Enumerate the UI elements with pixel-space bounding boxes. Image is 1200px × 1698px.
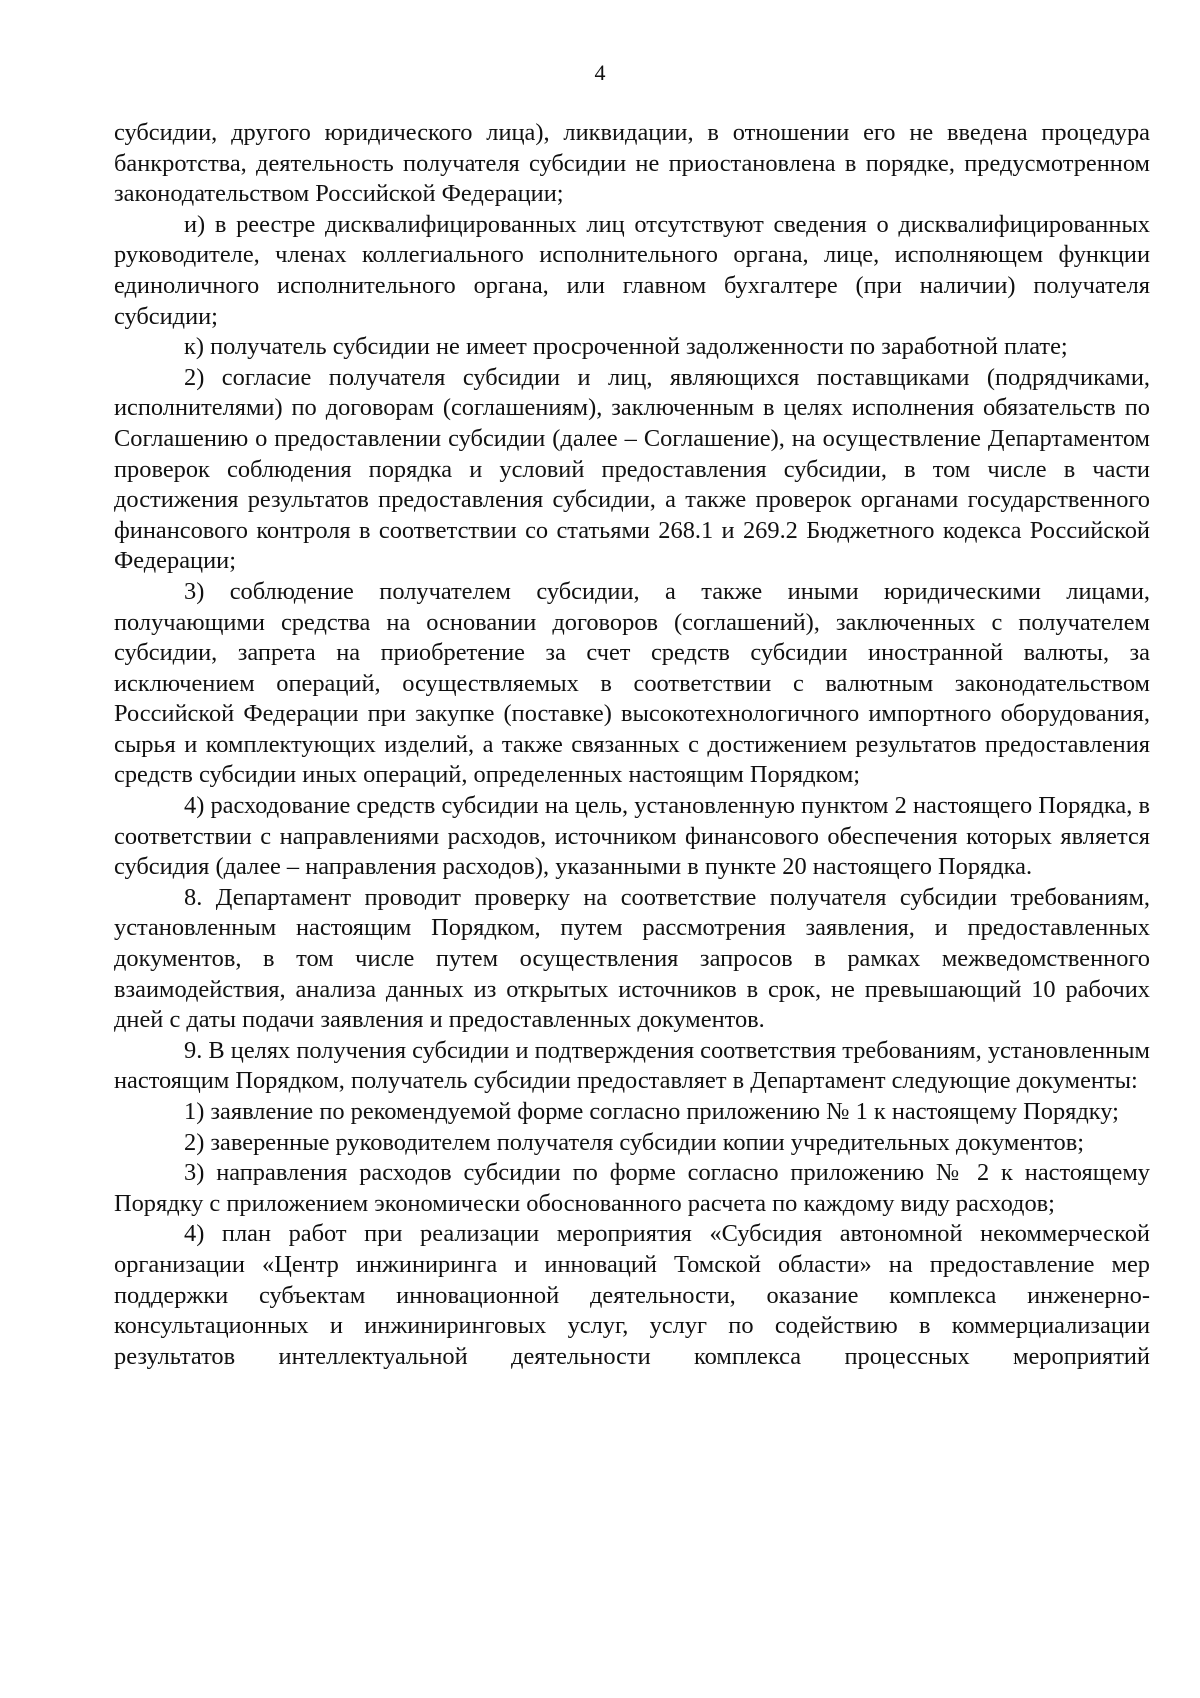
page-number: 4 (594, 60, 606, 85)
paragraph-doc-item-3: 3) направления расходов субсидии по форме согласно приложению № 2 к настоящему Порядку с приложением экономически обоснованного расчета по каждому виду расходов; (114, 1159, 1150, 1217)
paragraph-doc-item-2: 2) заверенные руководителем получателя субсидии копии учредительных документов; (184, 1128, 1085, 1156)
paragraph-section-9: 9. В целях получения субсидии и подтверждения соответствия требованиям, установленным настоящим Порядком, получатель субсидии предоставляет в Департамент следующие документы: (114, 1036, 1150, 1095)
paragraph-item-3: 3) соблюдение получателем субсидии, а также иными юридическими лицами, получающими средства на основании договоров (соглашений), заключенных с получателем субсидии, запрета на приобретение за счет средств субсидии иностранной валюты, за исключением операций, осуществляемых в соответствии с валютным законодательством Российской Федерации при закупке (поставке) высокотехнологичного импортного оборудования, сырья и комплектующих изделий, а также связанных с достижением результатов предоставления средств субсидии иных операций, определенных настоящим Порядком; (114, 577, 1150, 789)
paragraph-continuation: субсидии, другого юридического лица), ликвидации, в отношении его не введена процедура банкротства, деятельность получателя субсидии не приостановлена в порядке, предусмотренном законодательством Российской Федерации; (114, 119, 1150, 208)
paragraph-section-8: 8. Департамент проводит проверку на соответствие получателя субсидии требованиям, установленным настоящим Порядком, путем рассмотрения заявления, и предоставленных документов, в том числе путем осуществления запросов в рамках межведомственного взаимодействия, анализа данных из открытых источников в срок, не превышающий 10 рабочих дней с даты подачи заявления и предоставленных документов. (114, 883, 1150, 1034)
paragraph-doc-item-1: 1) заявление по рекомендуемой форме согласно приложению № 1 к настоящему Порядку; (184, 1098, 1119, 1125)
paragraph-item-4: 4) расходование средств субсидии на цель, установленную пунктом 2 настоящего Порядка, в соответствии с направлениями расходов, источником финансового обеспечения которых является субсидия (далее – направления расходов), указанными в пункте 20 настоящего Порядка. (114, 792, 1150, 881)
document-body (114, 118, 1150, 1372)
paragraph-item-k: к) получатель субсидии не имеет просроченной задолженности по заработной плате; (184, 333, 1068, 361)
paragraph-item-i: и) в реестре дисквалифицированных лиц отсутствуют сведения о дисквалифицированных руководителе, членах коллегиального исполнительного органа, лице, исполняющем функции единоличного исполнительного органа, или главном бухгалтере (при наличии) получателя субсидии; (114, 210, 1150, 330)
paragraph-item-2: 2) согласие получателя субсидии и лиц, являющихся поставщиками (подрядчиками, исполнителями) по договорам (соглашениям), заключенным в целях исполнения обязательств по Соглашению о предоставлении субсидии (далее – Соглашение), на осуществление Департаментом проверок соблюдения порядка и условий предоставления субсидии, в том числе в части достижения результатов предоставления субсидии, а также проверок органами государственного финансового контроля в соответствии со статьями 268.1 и 269.2 Бюджетного кодекса Российской Федерации; (114, 363, 1150, 575)
paragraph-doc-item-4: 4) план работ при реализации мероприятия «Субсидия автономной некоммерческой организации «Центр инжиниринга и инноваций Томской области» на предоставление мер поддержки субъектам инновационной деятельности, оказание комплекса инженерно-консультационных и инжиниринговых услуг, услуг по содействию в коммерциализации результатов интеллектуальной деятельности комплекса процессных мероприятий (114, 1220, 1150, 1370)
